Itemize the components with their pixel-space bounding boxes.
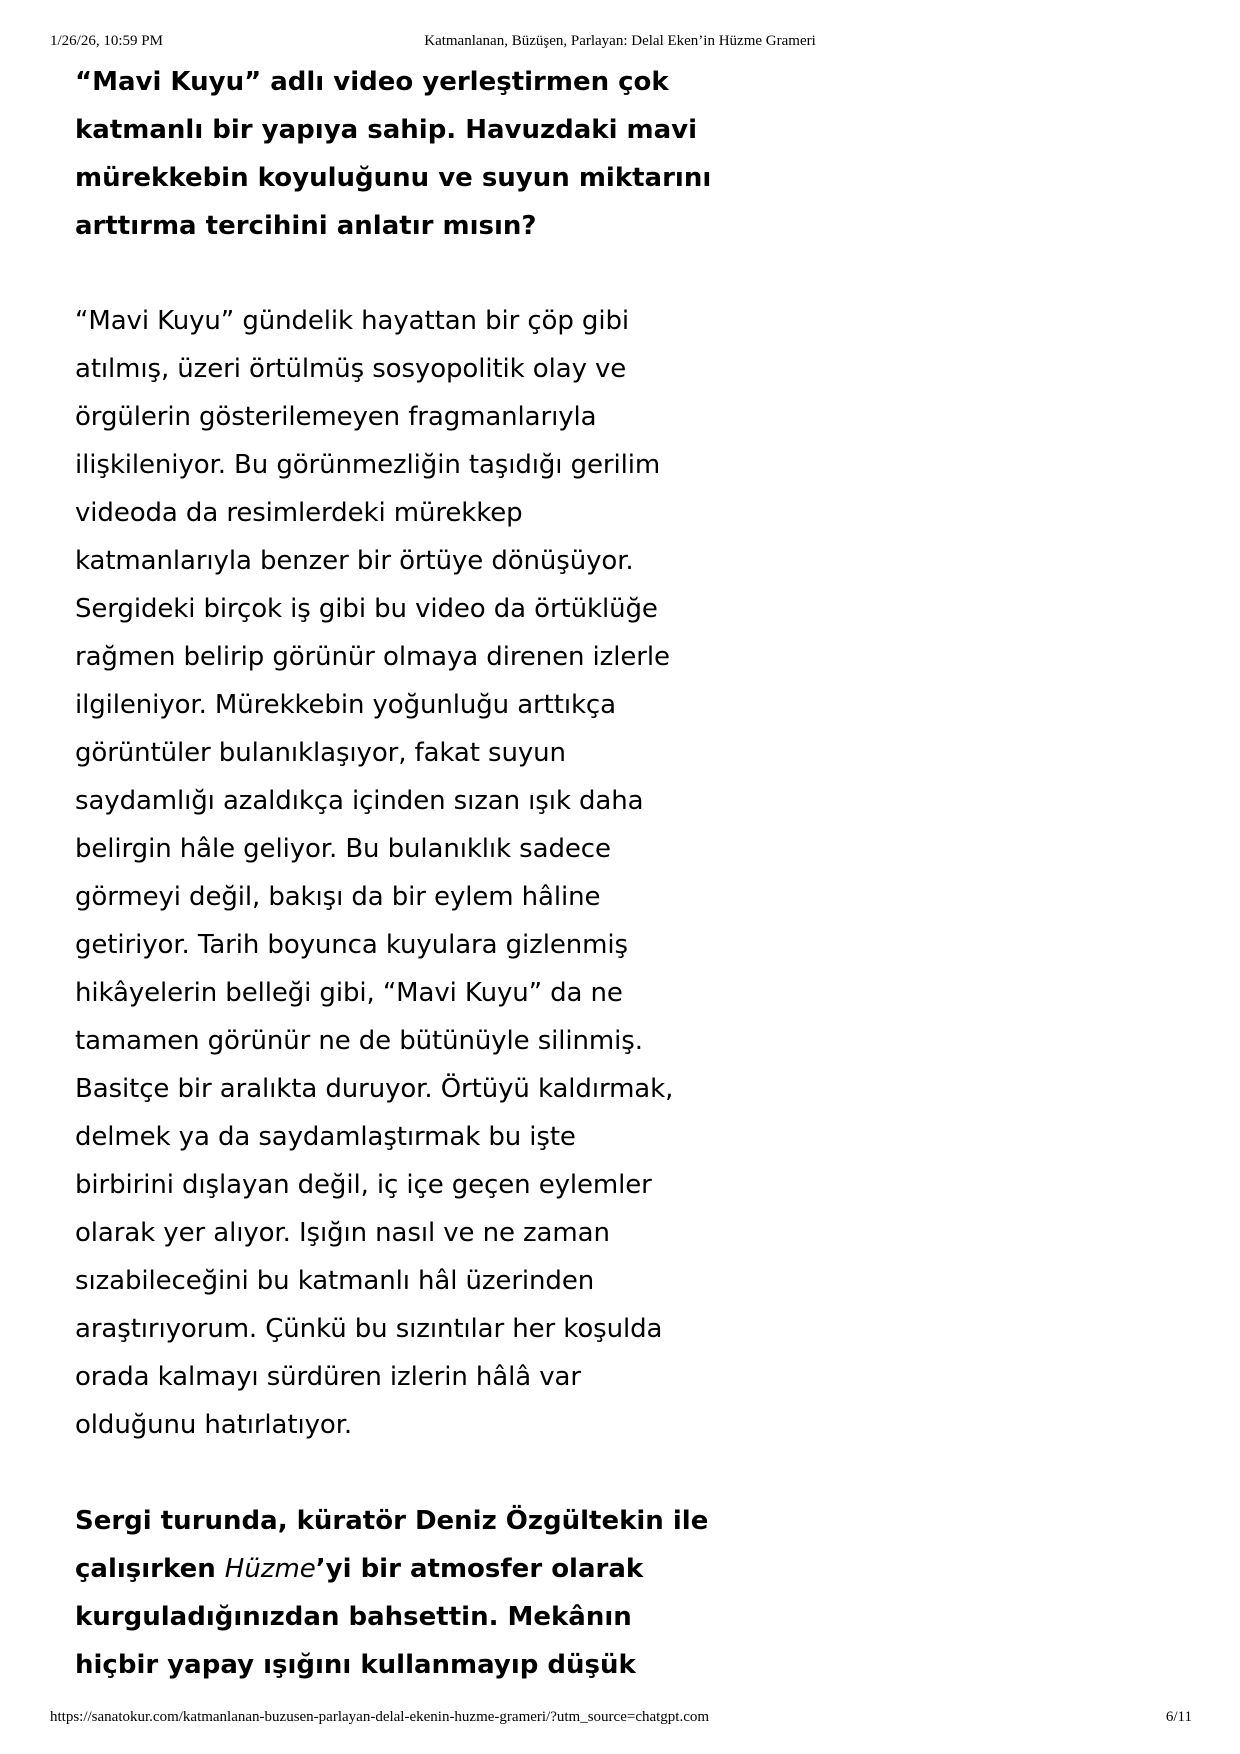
- answer-line: delmek ya da saydamlaştırmak bu işte: [75, 1122, 576, 1152]
- interview-question: [75, 1497, 735, 1689]
- print-url: https://sanatokur.com/katmanlanan-buzusen-parlayan-delal-ekenin-huzme-grameri/?utm_source=chatgpt.com: [50, 1709, 710, 1725]
- answer-line: görmeyi değil, bakışı da bir eylem hâline: [75, 882, 601, 912]
- question-line: hiçbir yapay ışığını kullanmayıp düşük: [75, 1650, 636, 1680]
- print-datetime: 1/26/26, 10:59 PM: [50, 33, 163, 49]
- article-content: [75, 58, 735, 1689]
- interview-question: [75, 58, 735, 250]
- answer-line: tamamen görünür ne de bütünüyle silinmiş.: [75, 1026, 643, 1056]
- answer-line: “Mavi Kuyu” gündelik hayattan bir çöp gibi: [75, 306, 629, 336]
- answer-line: saydamlığı azaldıkça içinden sızan ışık daha: [75, 786, 644, 816]
- answer-line: belirgin hâle geliyor. Bu bulanıklık sadece: [75, 834, 611, 864]
- answer-line: olduğunu hatırlatıyor.: [75, 1410, 353, 1440]
- answer-line: sızabileceğini bu katmanlı hâl üzerinden: [75, 1266, 595, 1296]
- answer-line: olarak yer alıyor. Işığın nasıl ve ne zaman: [75, 1218, 610, 1248]
- answer-line: videoda da resimlerdeki mürekkep: [75, 498, 523, 528]
- answer-line: ilişkileniyor. Bu görünmezliğin taşıdığı gerilim: [75, 450, 661, 480]
- answer-line: rağmen belirip görünür olmaya direnen izlerle: [75, 642, 670, 672]
- answer-line: birbirini dışlayan değil, iç içe geçen eylemler: [75, 1170, 652, 1200]
- answer-line: Sergideki birçok iş gibi bu video da örtüklüğe: [75, 594, 658, 624]
- answer-line: ilgileniyor. Mürekkebin yoğunluğu arttıkça: [75, 690, 616, 720]
- answer-line: getiriyor. Tarih boyunca kuyulara gizlenmiş: [75, 930, 628, 960]
- question-text: ’yi bir atmosfer olarak: [315, 1554, 644, 1584]
- answer-line: görüntüler bulanıklaşıyor, fakat suyun: [75, 738, 566, 768]
- question-line: [75, 1545, 735, 1593]
- artwork-title-italic: Hüzme: [224, 1554, 316, 1584]
- print-header: [0, 33, 1240, 55]
- answer-line: Basitçe bir aralıkta duruyor. Örtüyü kaldırmak,: [75, 1074, 674, 1104]
- question-line: “Mavi Kuyu” adlı video yerleştirmen çok: [75, 67, 669, 97]
- answer-line: atılmış, üzeri örtülmüş sosyopolitik olay ve: [75, 354, 627, 384]
- answer-line: araştırıyorum. Çünkü bu sızıntılar her koşulda: [75, 1314, 663, 1344]
- answer-line: örgülerin gösterilemeyen fragmanlarıyla: [75, 402, 597, 432]
- question-line: arttırma tercihini anlatır mısın?: [75, 211, 537, 241]
- interview-answer: [75, 297, 735, 1449]
- question-text: çalışırken: [75, 1554, 225, 1584]
- print-page-number: 6/11: [1165, 1709, 1192, 1725]
- question-line: mürekkebin koyuluğunu ve suyun miktarını: [75, 163, 712, 193]
- question-line: Sergi turunda, küratör Deniz Özgültekin ile: [75, 1506, 709, 1536]
- print-page-title: Katmanlanan, Büzüşen, Parlayan: Delal Eken’in Hüzme Grameri: [424, 33, 816, 49]
- answer-line: hikâyelerin belleği gibi, “Mavi Kuyu” da ne: [75, 978, 623, 1008]
- answer-line: katmanlarıyla benzer bir örtüye dönüşüyor.: [75, 546, 634, 576]
- answer-line: orada kalmayı sürdüren izlerin hâlâ var: [75, 1362, 581, 1392]
- question-line: katmanlı bir yapıya sahip. Havuzdaki mavi: [75, 115, 698, 145]
- question-line: kurguladığınızdan bahsettin. Mekânın: [75, 1602, 632, 1632]
- print-footer: [0, 1709, 1240, 1731]
